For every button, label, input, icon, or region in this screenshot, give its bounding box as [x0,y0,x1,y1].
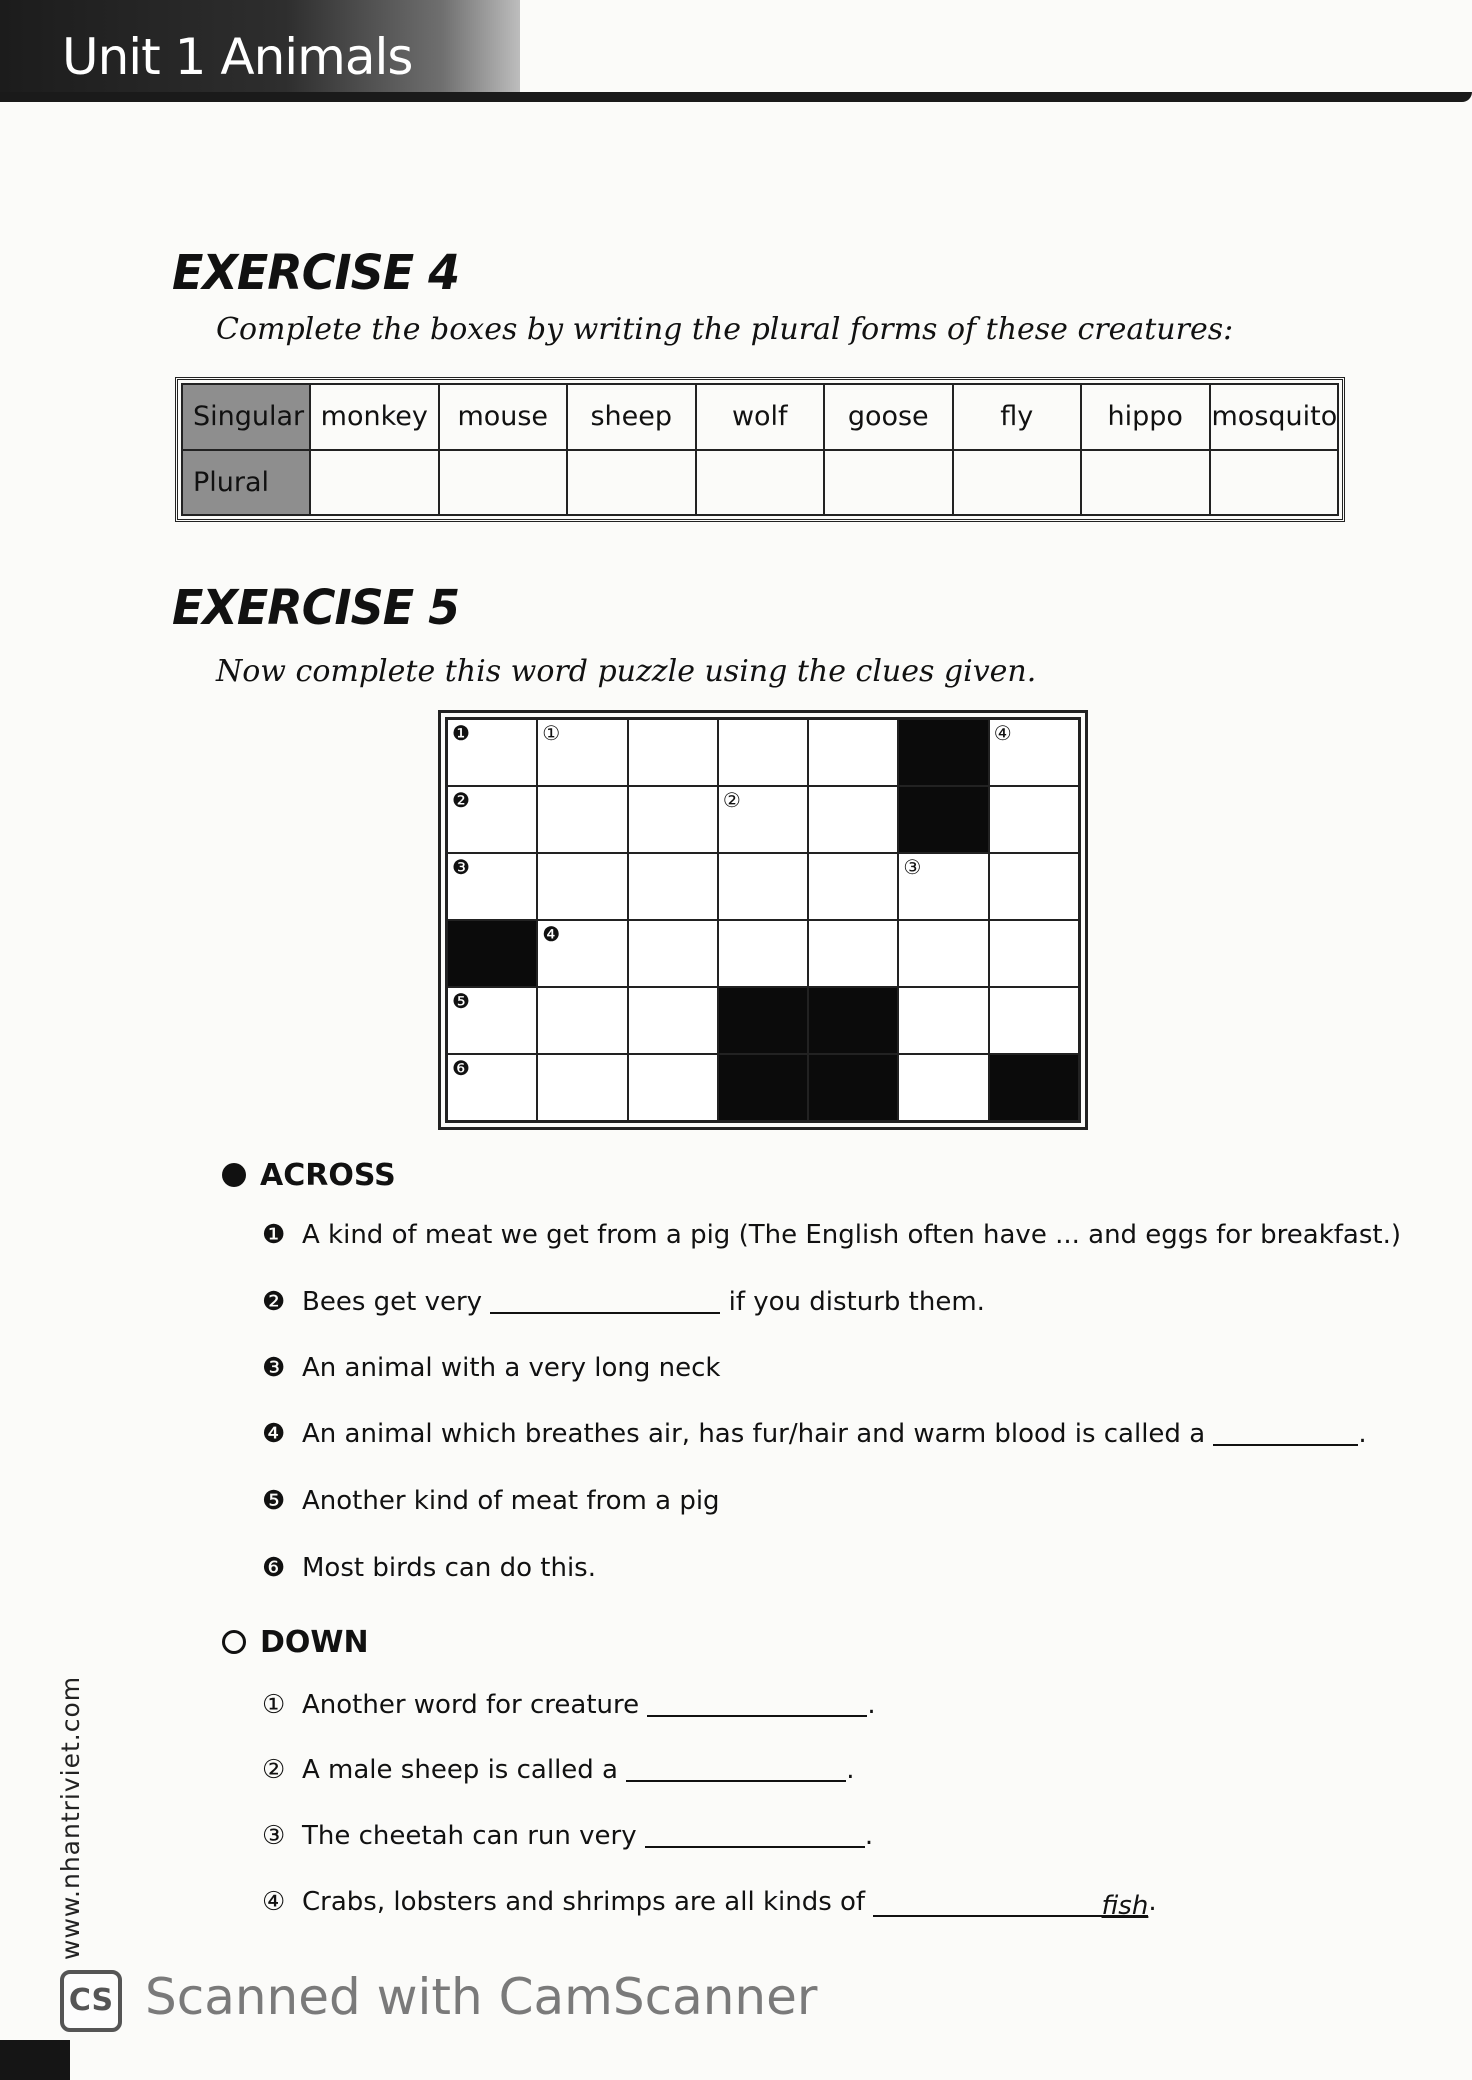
clue-number-label: ① [542,721,561,745]
crossword-cell[interactable] [989,853,1079,920]
crossword-block [808,1054,898,1121]
crossword-cell[interactable] [537,920,627,987]
crossword-cell[interactable] [447,987,537,1054]
filled-circle-icon [222,1163,246,1187]
crossword-block [718,1054,808,1121]
crossword-cell[interactable] [989,719,1079,786]
clue-number: ❹ [262,1419,286,1449]
across-clue [262,1553,596,1583]
clue-number: ① [262,1690,286,1720]
crossword-cell[interactable] [628,719,718,786]
singular-word: goose [824,384,953,450]
down-heading [222,1625,369,1660]
across-clue [262,1220,1401,1250]
clue-number: ② [262,1755,286,1785]
clue-number-label: ❻ [452,1056,470,1080]
answer-blank[interactable] [647,1691,867,1717]
singular-word: sheep [567,384,696,450]
clue-text: A male sheep is called a [302,1755,618,1785]
crossword-cell[interactable] [537,853,627,920]
crossword-block [898,719,988,786]
crossword-cell[interactable] [898,1054,988,1121]
row-header-singular: Singular [182,384,310,450]
crossword-grid [445,717,1081,1123]
singular-word: mouse [439,384,568,450]
plural-table [175,377,1345,522]
clue-number: ❸ [262,1353,286,1383]
crossword-cell[interactable] [989,786,1079,853]
answer-blank[interactable] [626,1756,846,1782]
crossword-cell[interactable] [718,786,808,853]
clue-number: ❶ [262,1220,286,1250]
clue-number-label: ❺ [452,989,470,1013]
page-corner-mark [0,2040,70,2080]
clue-text: Crabs, lobsters and shrimps are all kinds of [302,1887,866,1917]
down-clue [262,1690,876,1720]
clue-text: A kind of meat we get from a pig (The English often have ... and eggs for breakfast.) [302,1220,1401,1250]
across-heading [222,1158,396,1193]
crossword-cell[interactable] [989,920,1079,987]
exercise5-title: EXERCISE 5 [172,578,460,636]
clue-number-label: ② [722,788,741,812]
clue-number-label: ❷ [452,788,470,812]
across-clue [262,1353,720,1383]
exercise5-instruction: Now complete this word puzzle using the clues given. [216,654,1037,689]
camscanner-watermark: Scanned with CamScanner [145,1968,818,2026]
clue-text: . [864,1821,874,1851]
crossword-block [898,786,988,853]
crossword-cell[interactable] [718,719,808,786]
crossword-cell[interactable] [808,719,898,786]
plural-answer-box[interactable] [824,450,953,516]
crossword-cell[interactable] [537,719,627,786]
clue-number-label: ❶ [452,721,470,745]
crossword-block [447,920,537,987]
clue-text: An animal which breathes air, has fur/hair and warm blood is called a [302,1419,1206,1449]
singular-word: monkey [310,384,439,450]
crossword-puzzle [438,710,1088,1130]
plural-answer-box[interactable] [696,450,825,516]
crossword-block [989,1054,1079,1121]
answer-blank[interactable] [1213,1420,1358,1446]
clue-number: ③ [262,1821,286,1851]
publisher-url: www.nhantriviet.com [56,1675,85,1960]
plural-answer-box[interactable] [439,450,568,516]
clue-number: ❺ [262,1486,286,1516]
clue-text: . [1148,1887,1157,1917]
unit-title: Unit 1 Animals [62,28,413,86]
crossword-cell[interactable] [628,987,718,1054]
clue-number: ④ [262,1887,286,1917]
crossword-cell[interactable] [898,920,988,987]
crossword-cell[interactable] [537,1054,627,1121]
crossword-cell[interactable] [718,853,808,920]
crossword-block [718,987,808,1054]
header-divider [0,92,1472,102]
clue-number-label: ❹ [542,922,561,946]
clue-number-label: ④ [993,721,1012,745]
crossword-block [808,987,898,1054]
camscanner-logo-icon: CS [60,1970,122,2032]
down-clue [262,1887,1157,1921]
clue-text: . [846,1755,855,1785]
crossword-cell[interactable] [898,853,988,920]
clue-number-label: ③ [903,855,922,879]
plural-answer-box[interactable] [1081,450,1210,516]
clue-text: Another kind of meat from a pig [302,1486,720,1516]
clue-number-label: ❸ [452,855,470,879]
crossword-cell[interactable] [447,786,537,853]
answer-blank[interactable] [645,1822,865,1848]
crossword-cell[interactable] [447,719,537,786]
crossword-cell[interactable] [628,786,718,853]
plural-answer-box[interactable] [1210,450,1339,516]
crossword-cell[interactable] [808,920,898,987]
exercise4-title: EXERCISE 4 [172,243,460,301]
clue-text: Bees get very [302,1287,483,1317]
crossword-cell[interactable] [628,920,718,987]
clue-text: An animal with a very long neck [302,1353,721,1383]
plural-answer-box[interactable] [310,450,439,516]
answer-blank[interactable] [873,1891,1149,1921]
crossword-cell[interactable] [808,853,898,920]
clue-text: . [867,1690,876,1720]
plural-answer-box[interactable] [567,450,696,516]
hollow-circle-icon [222,1630,246,1654]
clue-number: ❷ [262,1287,286,1317]
crossword-cell[interactable] [718,920,808,987]
singular-word: hippo [1081,384,1210,450]
crossword-cell[interactable] [628,853,718,920]
crossword-cell[interactable] [628,1054,718,1121]
clue-text: Most birds can do this. [302,1553,596,1583]
down-clue [262,1821,873,1851]
exercise4-instruction: Complete the boxes by writing the plural forms of these creatures: [216,312,1234,347]
clue-text: if you disturb them. [728,1287,985,1317]
singular-word: fly [953,384,1082,450]
singular-word: mosquito [1210,384,1339,450]
handwritten-answer: fish [1101,1891,1149,1921]
across-clue [262,1287,985,1317]
clue-text: The cheetah can run very [302,1821,637,1851]
down-title: DOWN [260,1625,369,1660]
singular-word: wolf [696,384,825,450]
crossword-cell[interactable] [989,987,1079,1054]
crossword-cell[interactable] [537,786,627,853]
crossword-cell[interactable] [898,987,988,1054]
crossword-cell[interactable] [447,1054,537,1121]
plural-answer-box[interactable] [953,450,1082,516]
crossword-cell[interactable] [808,786,898,853]
clue-text: . [1358,1419,1367,1449]
across-title: ACROSS [260,1158,396,1193]
across-clue [262,1419,1367,1449]
down-clue [262,1755,855,1785]
row-header-plural: Plural [182,450,310,516]
clue-text: Another word for creature [302,1690,640,1720]
crossword-cell[interactable] [537,987,627,1054]
across-clue [262,1486,720,1516]
answer-blank[interactable] [490,1288,720,1314]
clue-number: ❻ [262,1553,286,1583]
crossword-cell[interactable] [447,853,537,920]
